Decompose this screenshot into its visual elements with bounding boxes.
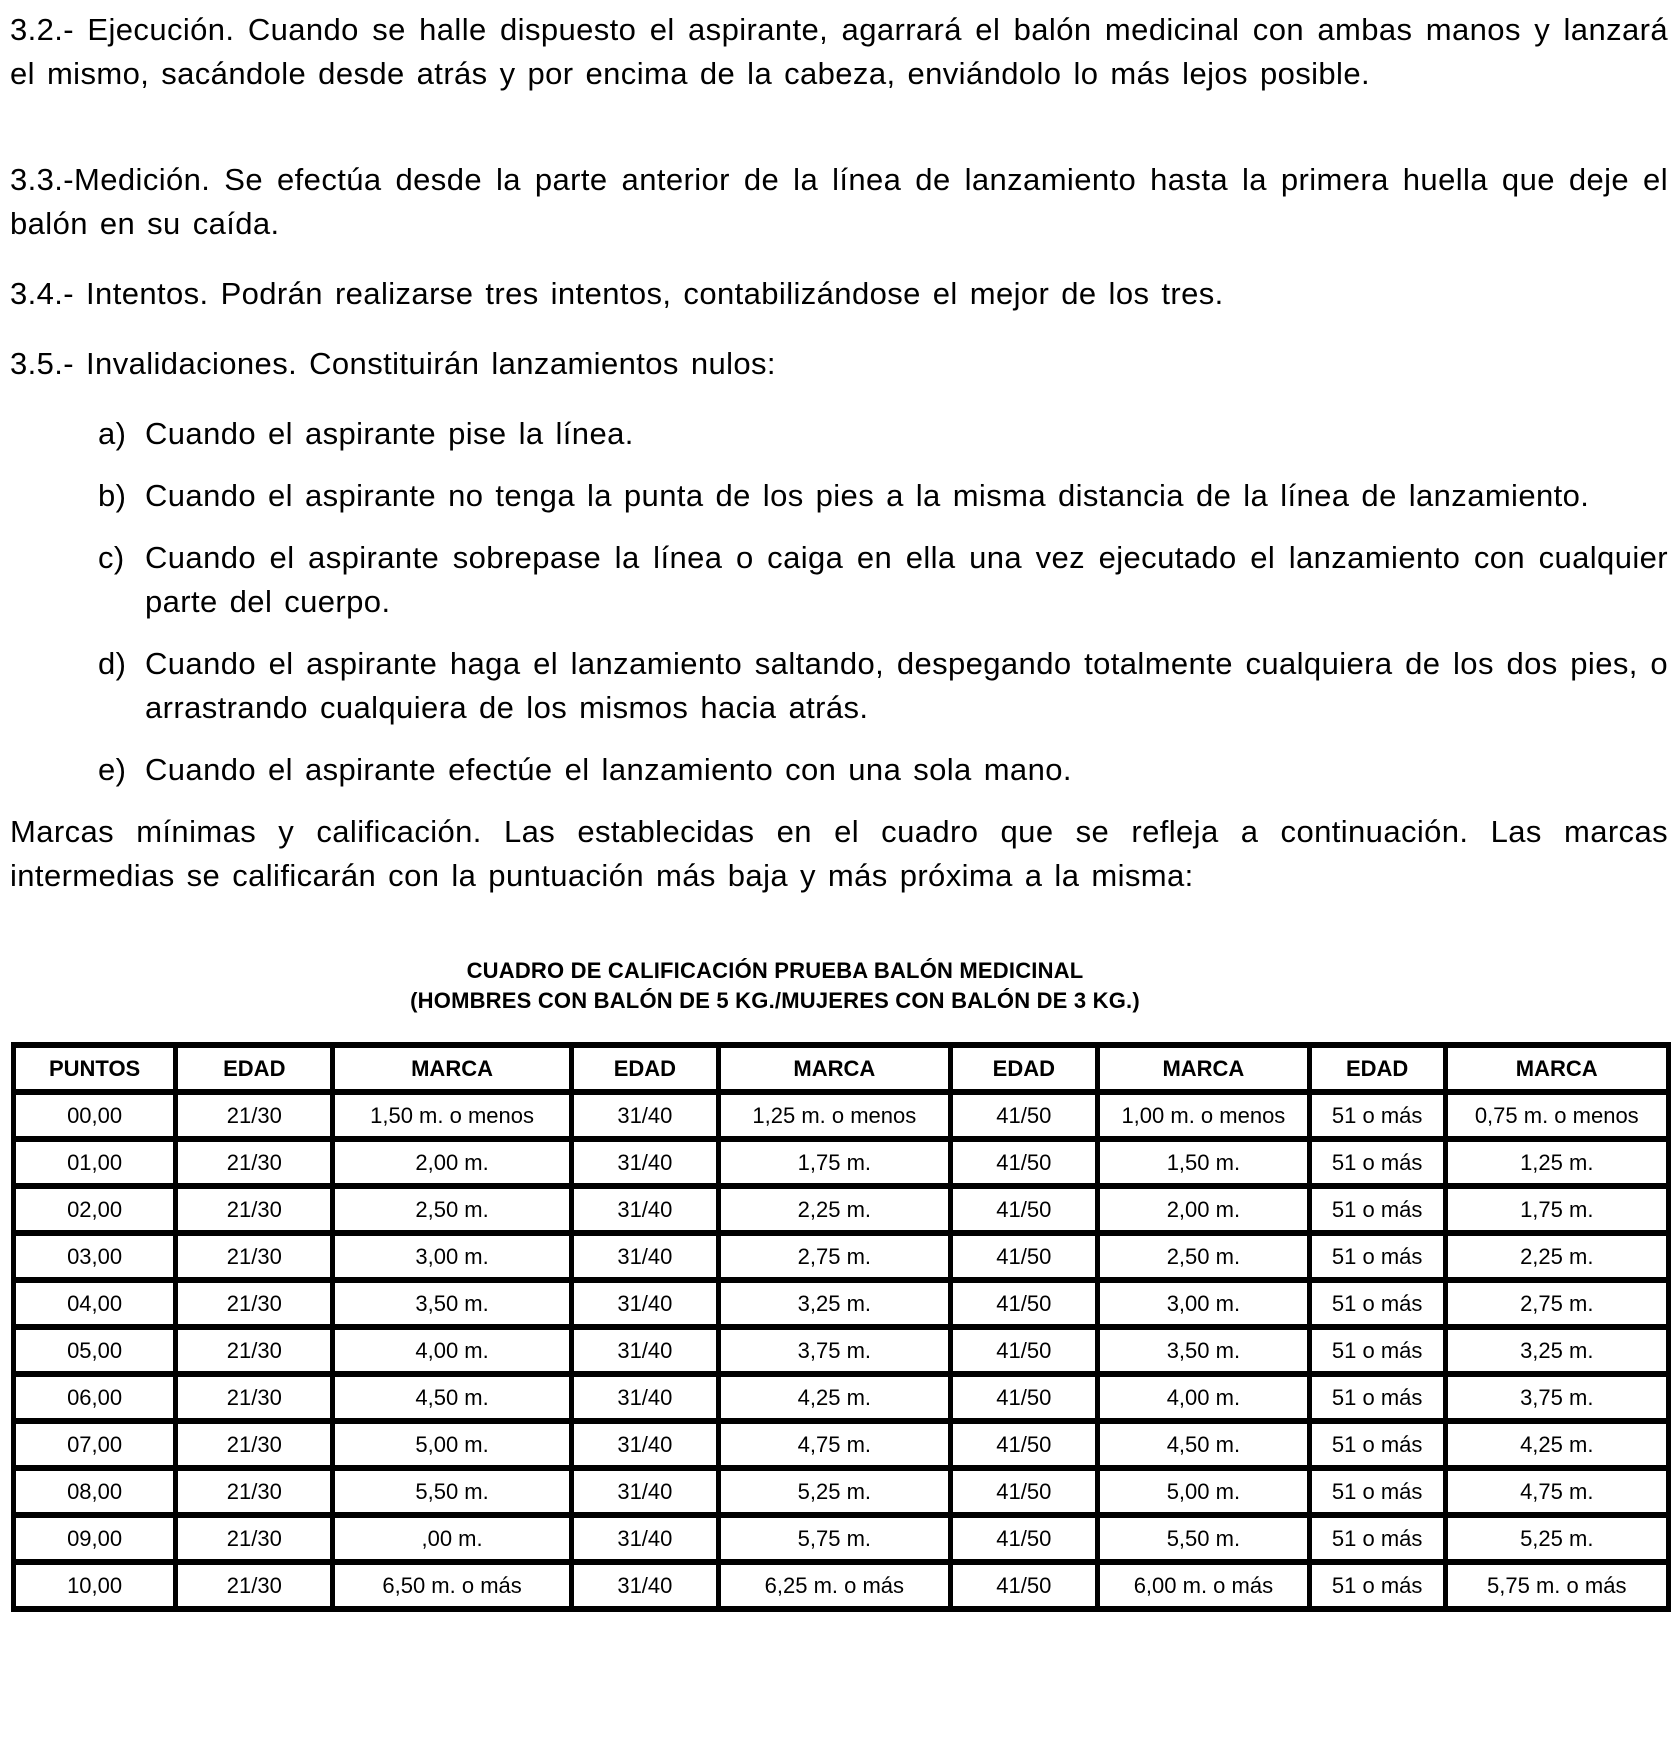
- table-row: [14, 1186, 1669, 1233]
- table-row: [14, 1468, 1669, 1515]
- table-cell: 3,50 m.: [333, 1280, 571, 1327]
- table-cell: 1,75 m.: [1445, 1186, 1669, 1233]
- table-cell: 1,75 m.: [719, 1139, 951, 1186]
- table-cell: 21/30: [176, 1186, 333, 1233]
- closing-paragraph: Marcas mínimas y calificación. Las establecidas en el cuadro que se refleja a continuación. Las marcas intermedias se calificarán con la puntuación más baja y más próxima a la misma:: [10, 814, 1668, 893]
- table-cell: 21/30: [176, 1092, 333, 1139]
- list-item-text: Cuando el aspirante haga el lanzamiento saltando, despegando totalmente cualquiera de los dos pies, o arrastrando cualquiera de los mismos hacia atrás.: [145, 646, 1668, 725]
- table-cell: 31/40: [571, 1515, 718, 1562]
- table-cell: 2,50 m.: [1097, 1233, 1309, 1280]
- table-cell: 21/30: [176, 1562, 333, 1609]
- table-cell: 51 o más: [1309, 1186, 1445, 1233]
- table-cell: 3,00 m.: [1097, 1280, 1309, 1327]
- table-cell: 00,00: [14, 1092, 176, 1139]
- table-cell: 21/30: [176, 1139, 333, 1186]
- list-item-d: [10, 642, 1668, 730]
- table-cell: 0,75 m. o menos: [1445, 1092, 1669, 1139]
- table-cell: 51 o más: [1309, 1515, 1445, 1562]
- table-cell: 4,25 m.: [1445, 1421, 1669, 1468]
- paragraph-3-2: 3.2.- Ejecución. Cuando se halle dispuesto el aspirante, agarrará el balón medicinal con ambas manos y lanzará el mismo, sacándole desde atrás y por encima de la cabeza, enviándolo lo más lejos posible.: [10, 12, 1668, 91]
- table-header-cell: EDAD: [1309, 1045, 1445, 1092]
- list-item-text: Cuando el aspirante efectúe el lanzamiento con una sola mano.: [145, 752, 1072, 787]
- table-cell: 5,50 m.: [333, 1468, 571, 1515]
- table-header-row: [14, 1045, 1669, 1092]
- list-item-marker: a): [98, 416, 127, 451]
- table-cell: 3,25 m.: [719, 1280, 951, 1327]
- table-title-line1: CUADRO DE CALIFICACIÓN PRUEBA BALÓN MEDICINAL: [466, 958, 1084, 983]
- invalidations-list: [10, 412, 1668, 792]
- table-cell: 03,00: [14, 1233, 176, 1280]
- table-row: [14, 1562, 1669, 1609]
- table-cell: 5,75 m. o más: [1445, 1562, 1669, 1609]
- table-cell: 4,75 m.: [1445, 1468, 1669, 1515]
- table-header-cell: EDAD: [176, 1045, 333, 1092]
- table-cell: 2,50 m.: [333, 1186, 571, 1233]
- table-cell: 08,00: [14, 1468, 176, 1515]
- table-cell: 51 o más: [1309, 1233, 1445, 1280]
- table-cell: 31/40: [571, 1186, 718, 1233]
- table-row: [14, 1374, 1669, 1421]
- list-item-marker: d): [98, 646, 127, 681]
- list-item-marker: e): [98, 752, 127, 787]
- table-cell: 5,00 m.: [333, 1421, 571, 1468]
- list-item-marker: c): [98, 540, 125, 575]
- table-title-line2: (HOMBRES CON BALÓN DE 5 KG./MUJERES CON BALÓN DE 3 KG.): [410, 988, 1140, 1013]
- table-cell: 3,25 m.: [1445, 1327, 1669, 1374]
- paragraph-3-3: 3.3.-Medición. Se efectúa desde la parte anterior de la línea de lanzamiento hasta la primera huella que deje el balón en su caída.: [10, 162, 1668, 241]
- table-cell: 6,50 m. o más: [333, 1562, 571, 1609]
- table-cell: 4,50 m.: [333, 1374, 571, 1421]
- table-cell: 06,00: [14, 1374, 176, 1421]
- table-cell: 21/30: [176, 1515, 333, 1562]
- table-cell: 05,00: [14, 1327, 176, 1374]
- table-cell: 2,75 m.: [719, 1233, 951, 1280]
- table-cell: 2,00 m.: [1097, 1186, 1309, 1233]
- list-item-text: Cuando el aspirante sobrepase la línea o caiga en ella una vez ejecutado el lanzamiento con cualquier parte del cuerpo.: [145, 540, 1668, 619]
- table-cell: 51 o más: [1309, 1468, 1445, 1515]
- table-cell: 21/30: [176, 1468, 333, 1515]
- table-cell: 31/40: [571, 1327, 718, 1374]
- table-cell: 5,25 m.: [719, 1468, 951, 1515]
- list-item-text: Cuando el aspirante no tenga la punta de los pies a la misma distancia de la línea de lanzamiento.: [145, 478, 1590, 513]
- table-cell: 1,00 m. o menos: [1097, 1092, 1309, 1139]
- list-item-marker: b): [98, 478, 127, 513]
- paragraph-3-4: 3.4.- Intentos. Podrán realizarse tres intentos, contabilizándose el mejor de los tres.: [10, 276, 1224, 311]
- table-cell: 51 o más: [1309, 1280, 1445, 1327]
- table-header-cell: MARCA: [719, 1045, 951, 1092]
- table-cell: 4,25 m.: [719, 1374, 951, 1421]
- table-cell: 4,50 m.: [1097, 1421, 1309, 1468]
- table-row: [14, 1233, 1669, 1280]
- table-cell: 6,00 m. o más: [1097, 1562, 1309, 1609]
- table-cell: 41/50: [950, 1233, 1097, 1280]
- table-cell: 21/30: [176, 1280, 333, 1327]
- table-header-cell: EDAD: [571, 1045, 718, 1092]
- table-cell: 41/50: [950, 1562, 1097, 1609]
- list-item-c: [10, 536, 1668, 624]
- table-cell: 02,00: [14, 1186, 176, 1233]
- table-cell: 31/40: [571, 1468, 718, 1515]
- table-cell: 41/50: [950, 1092, 1097, 1139]
- table-cell: 1,25 m. o menos: [719, 1092, 951, 1139]
- table-cell: 21/30: [176, 1327, 333, 1374]
- table-cell: 41/50: [950, 1421, 1097, 1468]
- table-cell: 21/30: [176, 1374, 333, 1421]
- table-cell: 31/40: [571, 1233, 718, 1280]
- table-cell: 01,00: [14, 1139, 176, 1186]
- table-cell: 31/40: [571, 1421, 718, 1468]
- table-cell: 51 o más: [1309, 1374, 1445, 1421]
- table-cell: 31/40: [571, 1092, 718, 1139]
- table-cell: 31/40: [571, 1374, 718, 1421]
- table-cell: 21/30: [176, 1233, 333, 1280]
- table-cell: 07,00: [14, 1421, 176, 1468]
- table-cell: 41/50: [950, 1468, 1097, 1515]
- table-body: [14, 1092, 1669, 1609]
- table-header-cell: EDAD: [950, 1045, 1097, 1092]
- table-row: [14, 1092, 1669, 1139]
- table-header-cell: MARCA: [333, 1045, 571, 1092]
- table-header-cell: PUNTOS: [14, 1045, 176, 1092]
- table-cell: 41/50: [950, 1515, 1097, 1562]
- table-cell: 41/50: [950, 1374, 1097, 1421]
- table-cell: 5,50 m.: [1097, 1515, 1309, 1562]
- list-item-e: [10, 748, 1668, 792]
- table-cell: 4,00 m.: [333, 1327, 571, 1374]
- table-cell: 4,00 m.: [1097, 1374, 1309, 1421]
- table-cell: 31/40: [571, 1562, 718, 1609]
- table-cell: 5,00 m.: [1097, 1468, 1309, 1515]
- list-item-a: [10, 412, 1668, 456]
- table-cell: 31/40: [571, 1280, 718, 1327]
- table-cell: 51 o más: [1309, 1327, 1445, 1374]
- table-cell: 2,00 m.: [333, 1139, 571, 1186]
- table-cell: 04,00: [14, 1280, 176, 1327]
- table-cell: 6,25 m. o más: [719, 1562, 951, 1609]
- table-cell: 2,25 m.: [1445, 1233, 1669, 1280]
- table-cell: 41/50: [950, 1186, 1097, 1233]
- table-cell: 3,75 m.: [719, 1327, 951, 1374]
- table-row: [14, 1280, 1669, 1327]
- table-cell: 21/30: [176, 1421, 333, 1468]
- table-cell: 2,25 m.: [719, 1186, 951, 1233]
- table-cell: 1,50 m.: [1097, 1139, 1309, 1186]
- qualification-table: [11, 1042, 1671, 1612]
- table-cell: 41/50: [950, 1139, 1097, 1186]
- table-cell: 51 o más: [1309, 1139, 1445, 1186]
- table-cell: 3,75 m.: [1445, 1374, 1669, 1421]
- table-cell: 51 o más: [1309, 1421, 1445, 1468]
- table-title: [10, 956, 1540, 1016]
- table-cell: 5,75 m.: [719, 1515, 951, 1562]
- list-item-text: Cuando el aspirante pise la línea.: [145, 416, 634, 451]
- table-cell: 31/40: [571, 1139, 718, 1186]
- table-header-cell: MARCA: [1445, 1045, 1669, 1092]
- table-header-cell: MARCA: [1097, 1045, 1309, 1092]
- list-item-b: [10, 474, 1668, 518]
- table-row: [14, 1515, 1669, 1562]
- table-cell: 4,75 m.: [719, 1421, 951, 1468]
- table-cell: 09,00: [14, 1515, 176, 1562]
- table-cell: 2,75 m.: [1445, 1280, 1669, 1327]
- table-cell: 3,50 m.: [1097, 1327, 1309, 1374]
- table-cell: ,00 m.: [333, 1515, 571, 1562]
- table-row: [14, 1327, 1669, 1374]
- table-cell: 10,00: [14, 1562, 176, 1609]
- table-cell: 41/50: [950, 1280, 1097, 1327]
- table-cell: 1,50 m. o menos: [333, 1092, 571, 1139]
- table-row: [14, 1421, 1669, 1468]
- table-cell: 51 o más: [1309, 1092, 1445, 1139]
- table-cell: 3,00 m.: [333, 1233, 571, 1280]
- table-cell: 41/50: [950, 1327, 1097, 1374]
- table-row: [14, 1139, 1669, 1186]
- paragraph-3-5: 3.5.- Invalidaciones. Constituirán lanzamientos nulos:: [10, 346, 776, 381]
- table-cell: 5,25 m.: [1445, 1515, 1669, 1562]
- table-cell: 1,25 m.: [1445, 1139, 1669, 1186]
- table-cell: 51 o más: [1309, 1562, 1445, 1609]
